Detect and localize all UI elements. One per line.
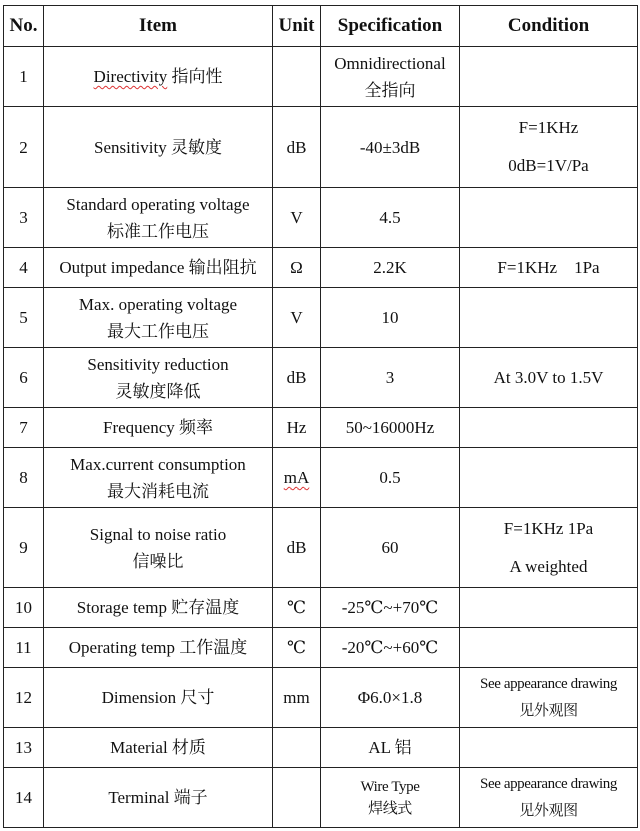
condition-line-2: A weighted xyxy=(509,556,588,576)
item-en: Dimension xyxy=(101,688,177,707)
unit-text: mA xyxy=(283,468,310,487)
item-zh: 最大消耗电流 xyxy=(107,481,209,501)
item-zh: 标准工作电压 xyxy=(107,221,209,241)
cell-unit: dB xyxy=(273,107,321,188)
spec-zh: 全指向 xyxy=(364,80,416,100)
cell-unit: dB xyxy=(273,348,321,408)
item-en: Frequency xyxy=(102,418,175,437)
item-en: Max. operating voltage xyxy=(78,294,238,314)
table-row xyxy=(4,768,638,828)
cell-spec xyxy=(321,768,460,828)
item-en: Storage temp xyxy=(76,598,167,617)
cell-unit xyxy=(273,728,321,768)
item-zh: 指向性 xyxy=(171,67,223,86)
cell-condition xyxy=(460,288,638,348)
cell-item xyxy=(44,668,273,728)
cell-no: 6 xyxy=(4,348,44,408)
condition-line-1: See appearance drawing xyxy=(480,775,617,792)
cell-unit xyxy=(273,47,321,107)
table-row xyxy=(4,107,638,188)
header-no: No. xyxy=(4,6,44,47)
cell-spec: -20℃~+60℃ xyxy=(321,628,460,668)
item-en: Operating temp xyxy=(68,638,175,657)
spec-en: Omnidirectional xyxy=(334,53,446,73)
condition-line-1: See appearance drawing xyxy=(480,675,617,692)
cell-unit xyxy=(273,768,321,828)
cell-no: 13 xyxy=(4,728,44,768)
item-en: Signal to noise ratio xyxy=(89,524,227,544)
item-zh: 频率 xyxy=(179,418,213,437)
header-row xyxy=(4,6,638,47)
item-en: Max.current consumption xyxy=(70,454,246,474)
condition-line-1: F=1KHz xyxy=(518,118,579,137)
spec-table xyxy=(3,5,638,828)
cell-no: 5 xyxy=(4,288,44,348)
cell-spec: -25℃~+70℃ xyxy=(321,588,460,628)
spec-zh: 焊线式 xyxy=(368,800,412,817)
cell-spec: Φ6.0×1.8 xyxy=(321,668,460,728)
condition-line-2: 见外观图 xyxy=(519,702,578,719)
cell-item xyxy=(44,288,273,348)
cell-condition xyxy=(460,628,638,668)
table-row xyxy=(4,348,638,408)
cell-item xyxy=(44,728,273,768)
cell-spec: 50~16000Hz xyxy=(321,408,460,448)
cell-unit: V xyxy=(273,288,321,348)
item-zh: 灵敏度 xyxy=(170,137,222,157)
cell-unit: Hz xyxy=(273,408,321,448)
table-row xyxy=(4,728,638,768)
cell-condition xyxy=(460,448,638,508)
item-zh: 尺寸 xyxy=(180,688,215,707)
cell-no: 1 xyxy=(4,47,44,107)
cell-unit: dB xyxy=(273,508,321,588)
cell-spec xyxy=(321,47,460,107)
item-en: Output impedance xyxy=(59,258,185,277)
cell-condition xyxy=(460,588,638,628)
cell-no: 14 xyxy=(4,768,44,828)
cell-spec: 60 xyxy=(321,508,460,588)
cell-unit: Ω xyxy=(273,248,321,288)
cell-no: 11 xyxy=(4,628,44,668)
table-row xyxy=(4,188,638,248)
cell-no: 7 xyxy=(4,408,44,448)
condition-line-1: F=1KHz 1Pa xyxy=(503,518,594,538)
item-en: Directivity xyxy=(93,67,168,86)
cell-item xyxy=(44,408,273,448)
cell-unit: ℃ xyxy=(273,628,321,668)
cell-item xyxy=(44,47,273,107)
cell-item xyxy=(44,508,273,588)
header-unit: Unit xyxy=(273,6,321,47)
cell-spec: 2.2K xyxy=(321,248,460,288)
cell-no: 2 xyxy=(4,107,44,188)
cell-item xyxy=(44,248,273,288)
cell-condition xyxy=(460,668,638,728)
cell-condition: At 3.0V to 1.5V xyxy=(460,348,638,408)
cell-no: 8 xyxy=(4,448,44,508)
table-row xyxy=(4,588,638,628)
condition-line-2: 0dB=1V/Pa xyxy=(508,156,589,175)
table-row xyxy=(4,448,638,508)
cell-spec: AL 铝 xyxy=(321,728,460,768)
header-condition: Condition xyxy=(460,6,638,47)
cell-condition xyxy=(460,408,638,448)
cell-spec: 4.5 xyxy=(321,188,460,248)
table-row xyxy=(4,408,638,448)
cell-condition xyxy=(460,47,638,107)
item-zh: 贮存温度 xyxy=(171,598,240,617)
item-zh: 灵敏度降低 xyxy=(115,381,201,401)
cell-spec: 0.5 xyxy=(321,448,460,508)
item-zh: 输出阻抗 xyxy=(188,258,257,277)
cell-spec: 10 xyxy=(321,288,460,348)
cell-item xyxy=(44,768,273,828)
cell-condition xyxy=(460,188,638,248)
cell-item xyxy=(44,448,273,508)
cell-condition xyxy=(460,728,638,768)
table-row xyxy=(4,248,638,288)
condition-line-2: 见外观图 xyxy=(519,802,578,819)
item-en: Material xyxy=(110,738,168,757)
cell-unit: V xyxy=(273,188,321,248)
cell-no: 4 xyxy=(4,248,44,288)
cell-no: 10 xyxy=(4,588,44,628)
item-en: Sensitivity reduction xyxy=(87,354,229,374)
cell-item xyxy=(44,107,273,188)
cell-unit: ℃ xyxy=(273,588,321,628)
cell-condition xyxy=(460,107,638,188)
cell-no: 3 xyxy=(4,188,44,248)
table-row xyxy=(4,628,638,668)
cell-item xyxy=(44,628,273,668)
table-row xyxy=(4,508,638,588)
item-en: Sensitivity xyxy=(94,137,167,157)
item-zh: 最大工作电压 xyxy=(107,321,209,341)
cell-spec: -40±3dB xyxy=(321,107,460,188)
cell-spec: 3 xyxy=(321,348,460,408)
cell-item xyxy=(44,348,273,408)
cell-unit xyxy=(273,448,321,508)
table-row xyxy=(4,668,638,728)
cell-unit: mm xyxy=(273,668,321,728)
header-item: Item xyxy=(44,6,273,47)
cell-item xyxy=(44,188,273,248)
spec-en: Wire Type xyxy=(360,778,420,795)
table-row xyxy=(4,288,638,348)
item-zh: 材质 xyxy=(171,738,206,757)
item-zh: 信噪比 xyxy=(132,551,184,571)
item-zh: 工作温度 xyxy=(179,638,248,657)
item-zh: 端子 xyxy=(173,788,208,807)
cell-condition: F=1KHz 1Pa xyxy=(460,248,638,288)
cell-no: 12 xyxy=(4,668,44,728)
cell-no: 9 xyxy=(4,508,44,588)
table-row xyxy=(4,47,638,107)
item-en: Terminal xyxy=(108,788,170,807)
cell-condition xyxy=(460,508,638,588)
cell-condition xyxy=(460,768,638,828)
header-specification: Specification xyxy=(321,6,460,47)
item-en: Standard operating voltage xyxy=(66,194,250,214)
cell-item xyxy=(44,588,273,628)
